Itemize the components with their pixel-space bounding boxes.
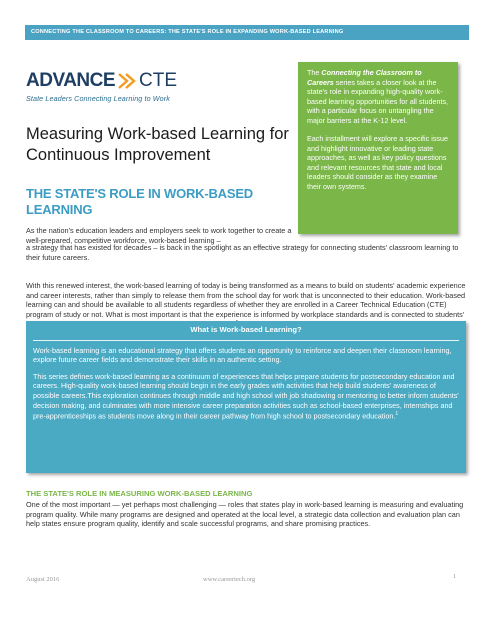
- sidebar-p1-pre: The: [307, 68, 322, 77]
- measuring-heading: THE STATE'S ROLE IN MEASURING WORK-BASED LEARNING: [26, 489, 253, 498]
- footnote-ref[interactable]: 1: [395, 411, 399, 418]
- callout-paragraph-2: [33, 372, 459, 421]
- measuring-paragraph: One of the most important — yet perhaps most challenging — roles that states play in work-based learning is measuring and evaluating program quality. While many programs are designed and operated at the local level, a strategic data collection and evaluation plan can help states ensure program quality, identify and scale successful programs, and share promising practices.: [26, 500, 464, 529]
- callout-title: What is Work-based Learning?: [33, 321, 459, 341]
- page-number: 1: [453, 573, 457, 580]
- series-sidebar: [298, 62, 458, 234]
- series-banner-text: CONNECTING THE CLASSROOM TO CAREERS: THE STATE'S ROLE IN EXPANDING WORK-BASED LEARNING: [31, 29, 344, 35]
- logo-tagline: State Leaders Connecting Learning to Work: [26, 94, 170, 103]
- logo-cte-text: CTE: [139, 70, 178, 91]
- sidebar-paragraph-1: [307, 68, 449, 125]
- callout-paragraph-1: Work-based learning is an educational strategy that offers students an opportunity to reinforce and deepen their classroom learning, explore future career fields and demonstrate their skills in an authentic setting.: [33, 345, 452, 365]
- document-title: Measuring Work-based Learning for Continuous Improvement: [26, 125, 289, 164]
- intro-paragraph-1b: a strategy that has existed for decades – is back in the spotlight as an effective strategy for connecting students' classroom learning to their future careers.: [26, 243, 459, 262]
- logo-advance-text: ADVANCE: [26, 70, 116, 91]
- advance-cte-logo: [26, 70, 236, 110]
- footer-url[interactable]: www.careertech.org: [203, 576, 256, 583]
- intro-paragraph-1a: As the nation's education leaders and employers seek to work together to create a well-prepared, competitive workforce, work-based learning –: [26, 226, 292, 245]
- sidebar-p1-post: series takes a closer look at the state's role in expanding high-quality work-based learning opportunities for all students, with a particular focus on untangling the major barriers at the K-12 level.: [307, 77, 449, 125]
- wbl-definition-callout: [26, 321, 466, 473]
- callout-p2-text: This series defines work-based learning as a continuum of experiences that helps prepare students for postsecondary education and careers. High-quality work-based learning should begin in the early grades with activities that help build students' awareness of possible careers.This exploration continues through middle and high school with job shadowing or mentoring to better inform students' decision making, and culminates with more intensive career preparation activities such as school-based enterprises, internships and pre-apprenticeships as students move along in their career pathway from high school to postsecondary education.: [33, 371, 459, 421]
- chevron-right-icon: [116, 72, 138, 90]
- footer-date: August 2016: [26, 576, 60, 583]
- logo-wordmark: [26, 70, 236, 92]
- sidebar-paragraph-2: Each installment will explore a specific issue and highlight innovative or leading state approaches, as well as key policy questions and relevant resources that state and local leaders should consider as they examine their own systems.: [307, 134, 449, 191]
- series-banner: [25, 25, 469, 40]
- intro-p2-text: With this renewed interest, the work-based learning of today is being transformed as a means to build on students' academic experience and career interests, rather than simply to release them from the school day for work that is unconnected to their education. Work-based learning can and should be available to all students regardless of whether they are enrolled in a Career Technical Education (CTE) program of study or not. What is most important is that the experience is informed by workplace standards and is connected to students': [26, 281, 466, 319]
- sidebar-series-name: Connecting the Classroom to Careers: [307, 68, 422, 87]
- section-heading: THE STATE'S ROLE IN WORK-BASED LEARNING: [26, 186, 253, 217]
